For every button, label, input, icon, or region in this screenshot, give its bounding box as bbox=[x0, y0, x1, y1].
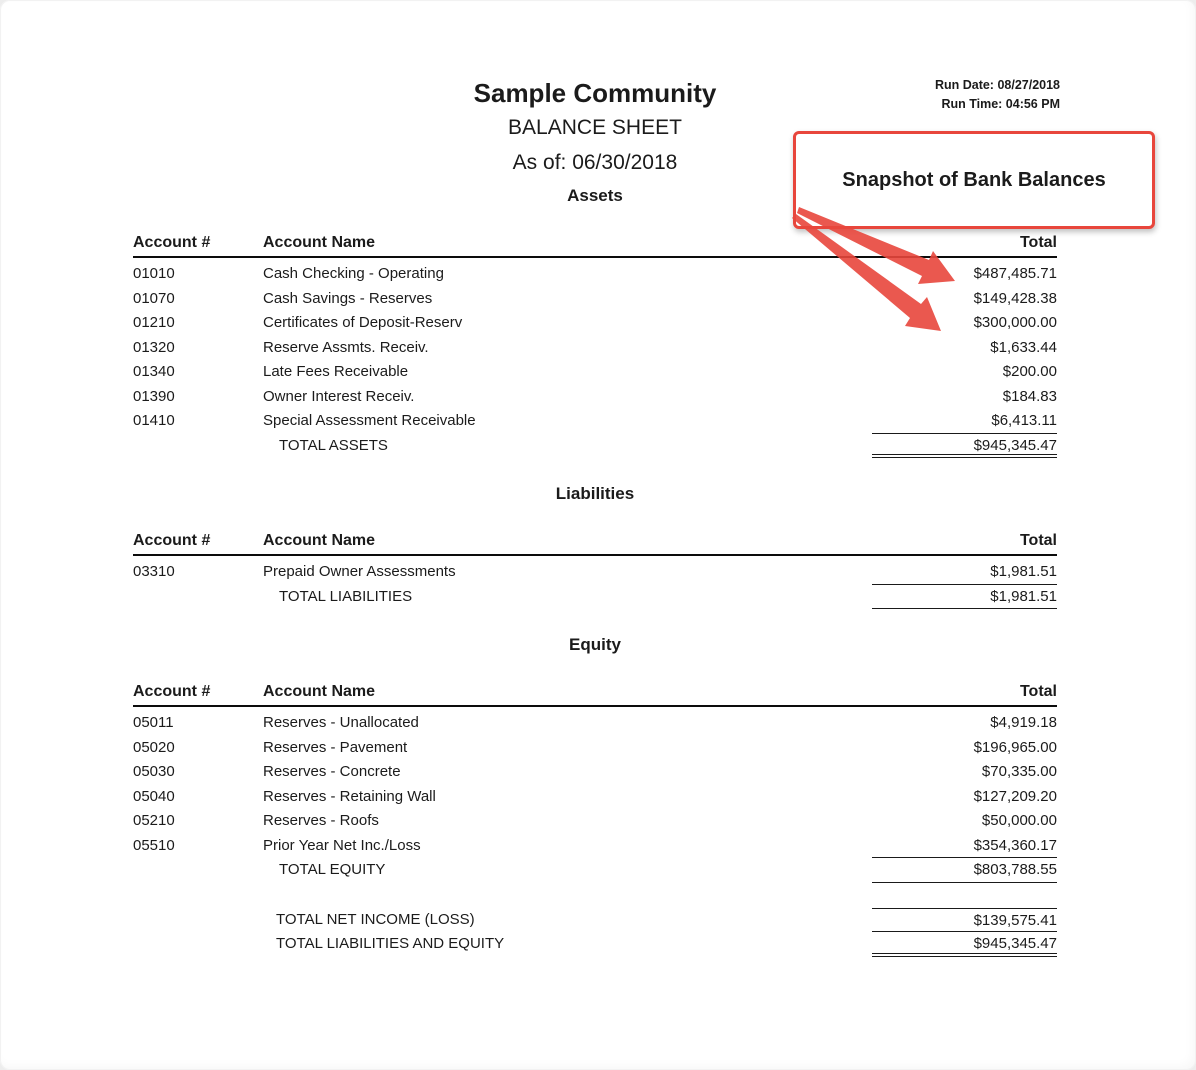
table-header-row bbox=[133, 234, 1057, 258]
account-number: 01210 bbox=[133, 314, 175, 331]
column-header-total: Total bbox=[1019, 532, 1057, 549]
account-name: Cash Savings - Reserves bbox=[263, 289, 433, 307]
column-header-account: Account # bbox=[133, 532, 211, 549]
table-row bbox=[133, 262, 1057, 287]
section-equity bbox=[133, 635, 1057, 883]
account-total: $6,413.11 bbox=[872, 409, 1057, 434]
account-name: Prepaid Owner Assessments bbox=[263, 563, 456, 580]
table-rows bbox=[133, 262, 1057, 434]
as-of-date: As of: 06/30/2018 bbox=[512, 151, 678, 174]
run-time: Run Time: 04:56 PM bbox=[941, 97, 1060, 111]
column-header-name: Account Name bbox=[263, 683, 376, 700]
account-total: $70,335.00 bbox=[981, 763, 1057, 780]
account-total: $1,633.44 bbox=[990, 338, 1057, 356]
account-name: Reserves - Retaining Wall bbox=[263, 787, 436, 805]
section-total-row bbox=[133, 434, 1057, 459]
table-row bbox=[133, 736, 1057, 761]
section-total-row bbox=[133, 585, 1057, 610]
section-heading: Liabilities bbox=[555, 484, 635, 503]
column-header-account: Account # bbox=[133, 234, 211, 251]
account-name: Special Assessment Receivable bbox=[263, 412, 476, 429]
account-number: 05011 bbox=[133, 714, 174, 731]
account-number: 05030 bbox=[133, 763, 175, 780]
summary-section bbox=[133, 908, 1057, 957]
account-total: $487,485.71 bbox=[973, 265, 1057, 282]
account-number: 01340 bbox=[133, 363, 175, 380]
account-total: $50,000.00 bbox=[981, 812, 1057, 829]
total-value: $1,981.51 bbox=[872, 585, 1057, 610]
callout-label: Snapshot of Bank Balances bbox=[842, 168, 1106, 191]
table-row bbox=[133, 560, 1057, 585]
column-header-account: Account # bbox=[133, 683, 211, 700]
account-name: Reserves - Pavement bbox=[263, 738, 408, 756]
section-liabilities bbox=[133, 484, 1057, 609]
spacer-cell bbox=[133, 434, 263, 459]
column-header-total: Total bbox=[1019, 683, 1057, 700]
account-name: Cash Checking - Operating bbox=[263, 265, 444, 282]
summary-row bbox=[133, 908, 1057, 933]
account-total: $196,965.00 bbox=[973, 738, 1057, 756]
account-number: 01070 bbox=[133, 289, 175, 307]
section-heading: Equity bbox=[569, 635, 621, 654]
column-header-name: Account Name bbox=[263, 532, 376, 549]
column-header-total: Total bbox=[1019, 234, 1057, 251]
account-name: Owner Interest Receiv. bbox=[263, 387, 415, 405]
summary-label: TOTAL LIABILITIES AND EQUITY bbox=[276, 935, 505, 952]
account-number: 05210 bbox=[133, 812, 175, 829]
community-name: Sample Community bbox=[473, 78, 717, 108]
table-row bbox=[133, 834, 1057, 859]
account-total: $149,428.38 bbox=[973, 289, 1057, 307]
table-header-row bbox=[133, 683, 1057, 707]
spacer-cell bbox=[133, 585, 263, 610]
total-value: $945,345.47 bbox=[872, 434, 1057, 459]
account-name: Certificates of Deposit-Reserv bbox=[263, 314, 463, 331]
account-number: 05040 bbox=[133, 787, 175, 805]
table-row bbox=[133, 360, 1057, 385]
account-total: $200.00 bbox=[1002, 363, 1057, 380]
account-name: Reserves - Concrete bbox=[263, 763, 401, 780]
total-label: TOTAL ASSETS bbox=[279, 436, 388, 454]
account-name: Reserves - Unallocated bbox=[263, 714, 419, 731]
table-row bbox=[133, 711, 1057, 736]
spacer-cell bbox=[133, 908, 263, 933]
account-name: Late Fees Receivable bbox=[263, 363, 409, 380]
account-number: 05020 bbox=[133, 738, 175, 756]
account-name: Prior Year Net Inc./Loss bbox=[263, 836, 421, 854]
table-row bbox=[133, 336, 1057, 361]
account-total: $1,981.51 bbox=[872, 560, 1057, 585]
table-row bbox=[133, 409, 1057, 434]
account-number: 01390 bbox=[133, 387, 175, 405]
table-row bbox=[133, 809, 1057, 834]
total-label: TOTAL EQUITY bbox=[279, 861, 386, 878]
section-total-row bbox=[133, 858, 1057, 883]
account-number: 01010 bbox=[133, 265, 175, 282]
account-total: $127,209.20 bbox=[973, 787, 1057, 805]
account-name: Reserve Assmts. Receiv. bbox=[263, 338, 429, 356]
callout-box bbox=[793, 131, 1155, 229]
summary-label: TOTAL NET INCOME (LOSS) bbox=[276, 910, 475, 928]
account-total: $184.83 bbox=[1002, 387, 1057, 405]
account-number: 05510 bbox=[133, 836, 175, 854]
run-date: Run Date: 08/27/2018 bbox=[934, 78, 1060, 92]
table-row bbox=[133, 385, 1057, 410]
report-title: BALANCE SHEET bbox=[508, 116, 682, 139]
account-total: $300,000.00 bbox=[973, 314, 1057, 331]
table-row bbox=[133, 760, 1057, 785]
table-rows bbox=[133, 711, 1057, 858]
account-number: 01320 bbox=[133, 338, 175, 356]
summary-row bbox=[133, 932, 1057, 957]
spacer-cell bbox=[133, 932, 263, 957]
account-total: $354,360.17 bbox=[872, 834, 1057, 859]
summary-value: $945,345.47 bbox=[872, 932, 1057, 957]
total-value: $803,788.55 bbox=[872, 858, 1057, 883]
table-row bbox=[133, 785, 1057, 810]
section-heading: Assets bbox=[567, 186, 623, 205]
account-total: $4,919.18 bbox=[990, 714, 1057, 731]
table-row bbox=[133, 311, 1057, 336]
account-number: 03310 bbox=[133, 563, 175, 580]
spacer-cell bbox=[133, 858, 263, 883]
total-label: TOTAL LIABILITIES bbox=[279, 587, 413, 605]
summary-value: $139,575.41 bbox=[872, 908, 1057, 933]
table-rows bbox=[133, 560, 1057, 585]
column-header-name: Account Name bbox=[263, 234, 376, 251]
table-row bbox=[133, 287, 1057, 312]
account-name: Reserves - Roofs bbox=[263, 812, 379, 829]
account-number: 01410 bbox=[133, 412, 175, 429]
table-header-row bbox=[133, 532, 1057, 556]
